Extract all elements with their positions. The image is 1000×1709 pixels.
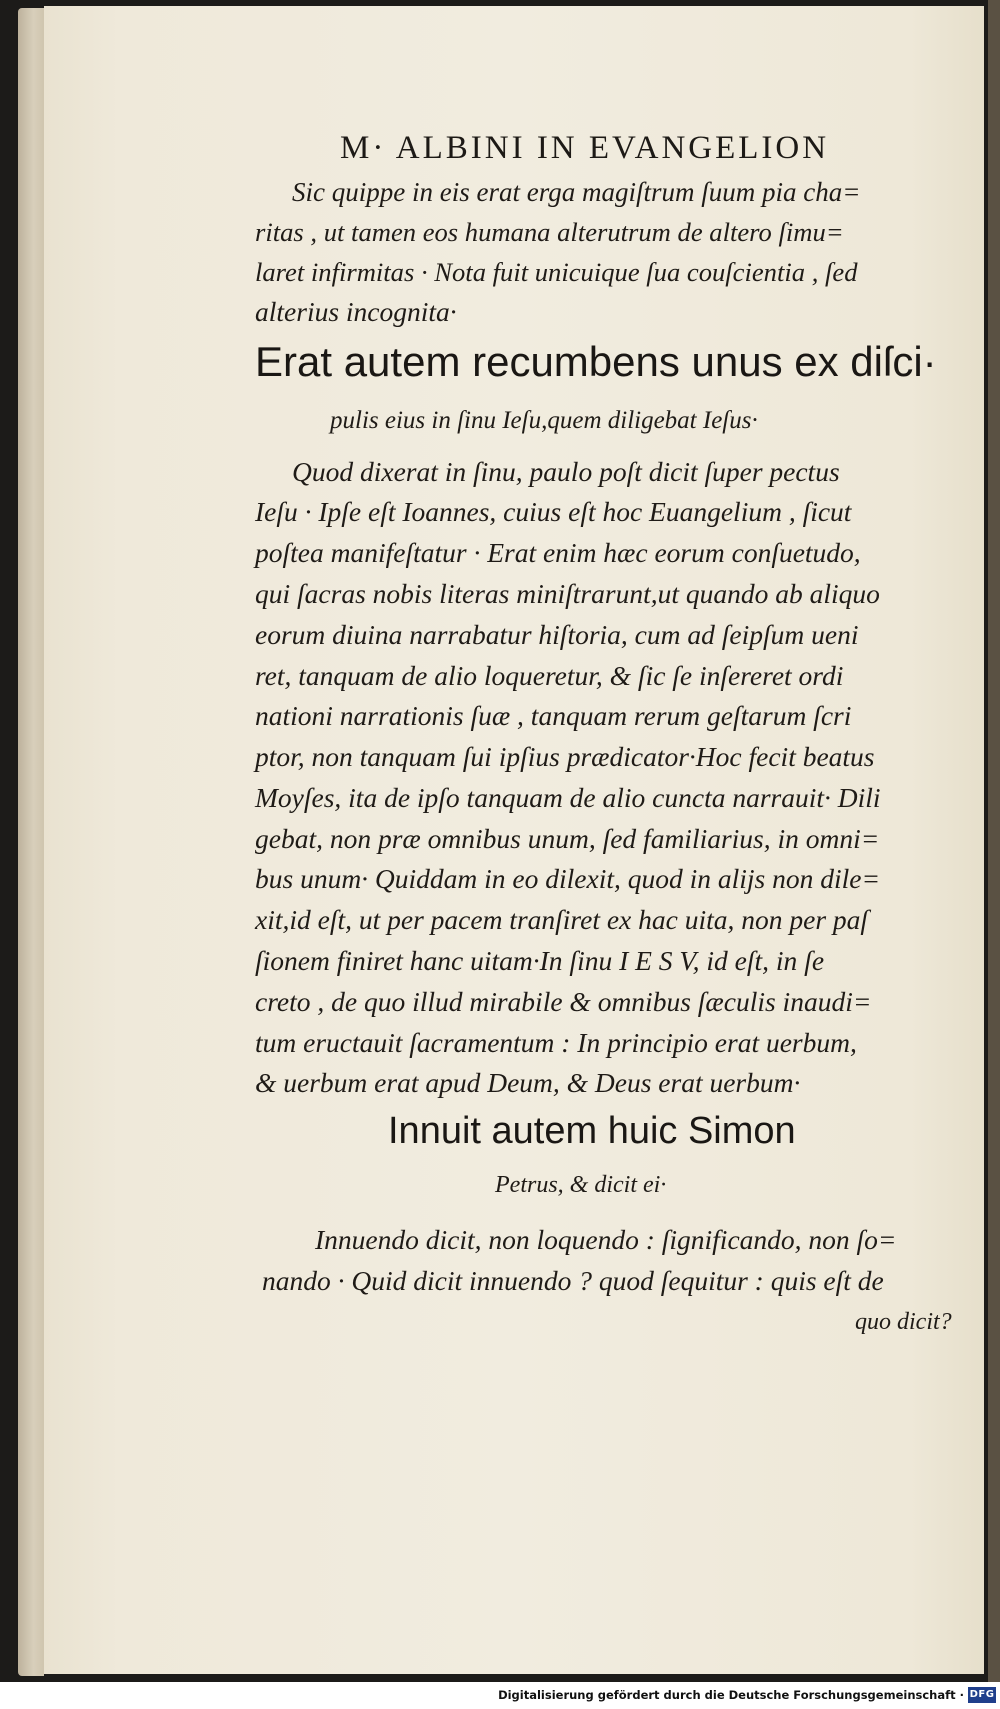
text-line: creto , de quo illud mirabile & omnibus ſæculis inaudi= <box>255 986 872 1017</box>
dfg-logo: DFG <box>968 1687 996 1703</box>
text-line: Sic quippe in eis erat erga magiſtrum ſuum pia cha= <box>292 177 861 207</box>
scan-right-edge <box>988 0 1000 1682</box>
dfg-credit: Digitalisierung gefördert durch die Deutsche Forschungsgemeinschaft · <box>498 1688 964 1702</box>
text-line: nando · Quid dicit innuendo ? quod ſequitur : quis eſt de <box>262 1265 884 1296</box>
text-line: bus unum· Quiddam in eo dilexit, quod in alijs non dile= <box>255 863 881 894</box>
text-line: tum eructauit ſacramentum : In principio erat uerbum, <box>255 1027 857 1058</box>
text-line: Moyſes, ita de ipſo tanquam de alio cuncta narrauit· Dili <box>255 782 881 813</box>
text-line: & uerbum erat apud Deum, & Deus erat uerbum· <box>255 1067 801 1098</box>
text-line: ptor, non tanquam ſui ipſius prædicator·Hoc fecit beatus <box>255 741 875 772</box>
text-line: xit,id eſt, ut per pacem tranſiret ex hac uita, non per paſ <box>255 904 869 935</box>
text-line: ritas , ut tamen eos humana alterutrum de altero ſimu= <box>255 217 844 247</box>
text-line: Ieſu · Ipſe eſt Ioannes, cuius eſt hoc Euangelium , ſicut <box>255 496 852 527</box>
text-line: qui ſacras nobis literas miniſtrarunt,ut quando ab aliquo <box>255 578 880 609</box>
running-head: M· ALBINI IN EVANGELION <box>340 130 830 166</box>
lemma-heading: Erat autem recumbens unus ex diſci· <box>255 338 937 385</box>
footer-bar <box>0 1682 1000 1709</box>
text-line: ſionem finiret hanc uitam·In ſinu I E S V, id eſt, in ſe <box>255 945 825 976</box>
text-line: laret infirmitas · Nota fuit unicuique ſua couſcientia , ſed <box>255 257 858 287</box>
text-line: alterius incognita· <box>255 296 457 327</box>
lemma-heading: Innuit autem huic Simon <box>388 1110 796 1152</box>
page-edge <box>18 8 44 1676</box>
lemma-subline: pulis eius in ſinu Ieſu,quem diligebat Ieſus· <box>330 407 758 434</box>
lemma-subline: Petrus, & dicit ei· <box>495 1172 667 1198</box>
text-line: Innuendo dicit, non loquendo : ſignificando, non ſo= <box>315 1224 897 1255</box>
text-line: gebat, non præ omnibus unum, ſed familiarius, in omni= <box>255 823 880 854</box>
text-line: eorum diuina narrabatur hiſtoria, cum ad ſeipſum ueni <box>255 619 859 650</box>
text-line: ret, tanquam de alio loqueretur, & ſic ſe inſereret ordi <box>255 660 844 691</box>
text-line: Quod dixerat in ſinu, paulo poſt dicit ſuper pectus <box>292 456 840 487</box>
text-line: poſtea manifeſtatur · Erat enim hæc eorum conſuetudo, <box>255 537 861 568</box>
text-line: nationi narrationis ſuæ , tanquam rerum geſtarum ſcri <box>255 700 852 731</box>
catchword: quo dicit? <box>855 1309 952 1335</box>
